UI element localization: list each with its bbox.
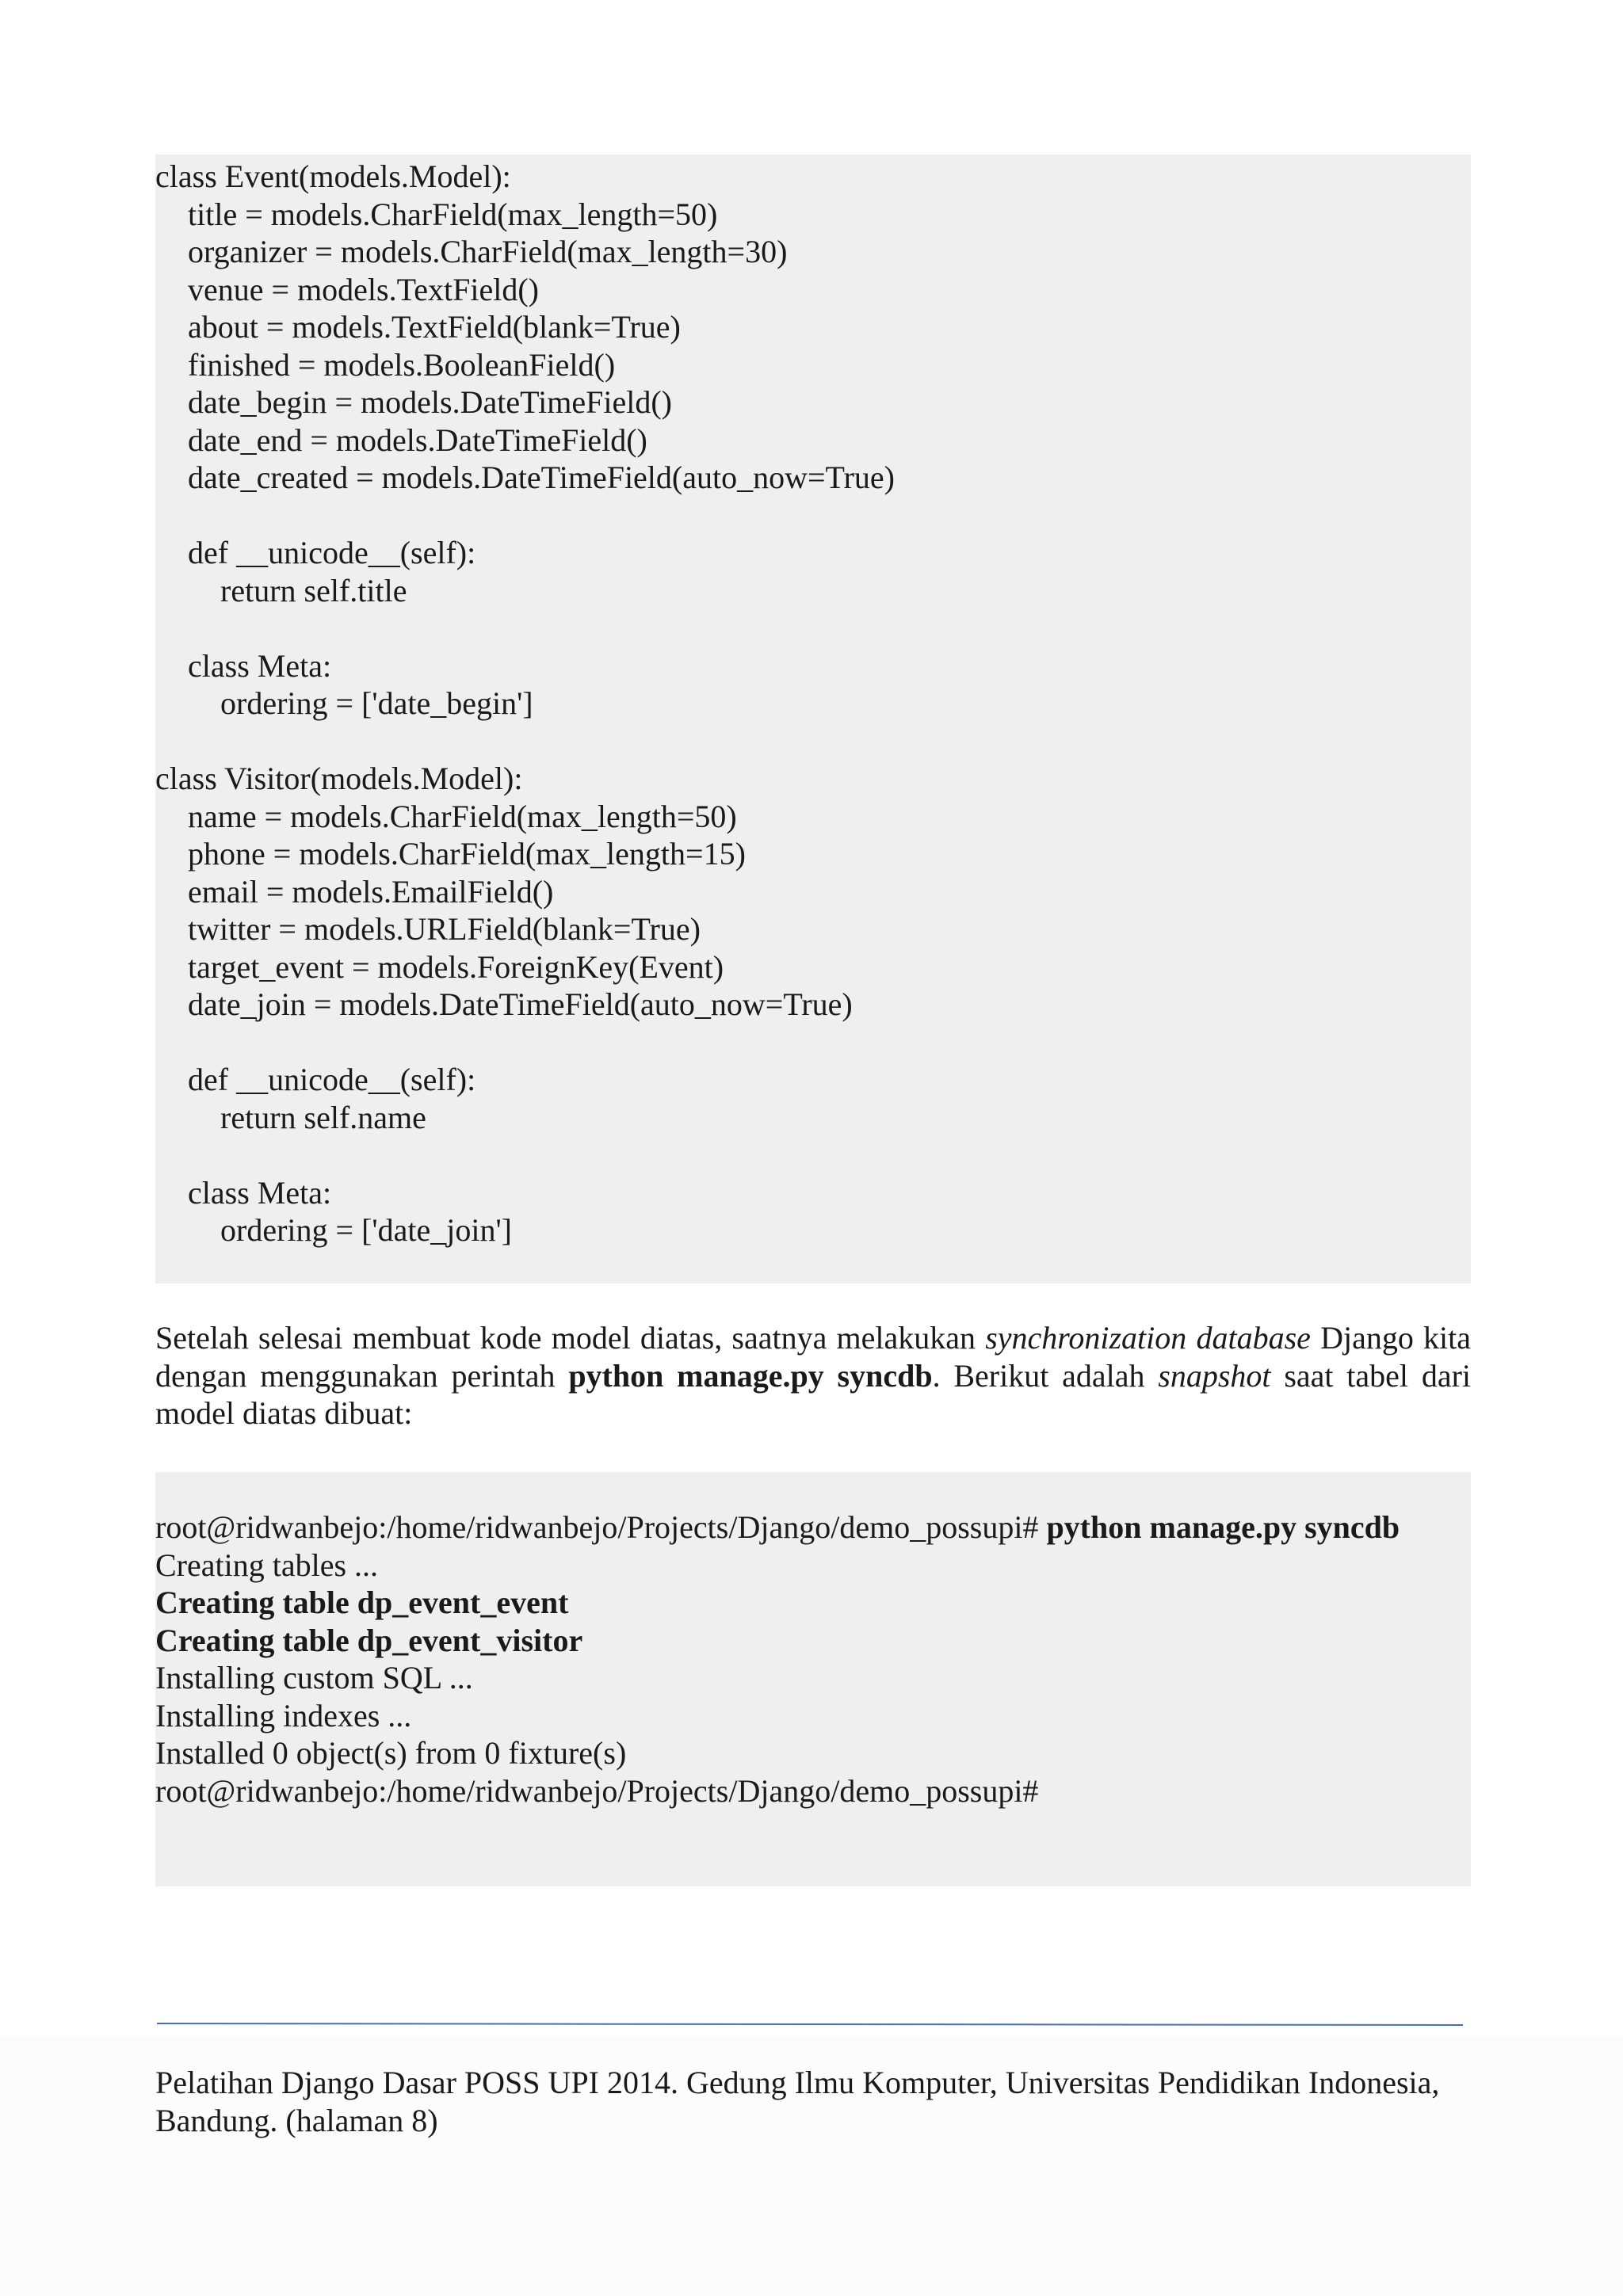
code-line: title = models.CharField(max_length=50) <box>188 196 718 232</box>
paragraph-text: Setelah selesai membuat kode model diatas, saatnya melakukan <box>155 1320 986 1356</box>
code-line: return self.title <box>220 572 407 608</box>
code-line <box>155 497 895 535</box>
terminal-command: python manage.py syncdb <box>1046 1509 1400 1545</box>
code-line <box>155 609 895 647</box>
terminal-prompt: root@ridwanbejo:/home/ridwanbejo/Projects/Django/demo_possupi# <box>155 1509 1047 1545</box>
code-line: date_join = models.DateTimeField(auto_now=True) <box>188 986 853 1022</box>
code-line: def __unicode__(self): <box>188 535 476 570</box>
code-line: date_end = models.DateTimeField() <box>188 421 647 458</box>
code-line: date_begin = models.DateTimeField() <box>188 384 672 420</box>
code-line: email = models.EmailField() <box>188 873 554 910</box>
code-line: def __unicode__(self): <box>188 1062 476 1097</box>
code-block-models <box>155 154 1471 1283</box>
code-line: class Visitor(models.Model): <box>155 761 523 796</box>
paragraph-command: python manage.py syncdb <box>568 1357 933 1394</box>
code-line: finished = models.BooleanField() <box>188 346 616 383</box>
terminal-line: Installed 0 object(s) from 0 fixture(s) <box>155 1735 627 1771</box>
terminal-line: Creating table dp_event_visitor <box>155 1622 583 1658</box>
code-line: date_created = models.DateTimeField(auto_now=True) <box>188 460 895 495</box>
footer-text: Pelatihan Django Dasar POSS UPI 2014. Gedung Ilmu Komputer, Universitas Pendidikan Indonesia, Bandung. (halaman 8) <box>155 2065 1440 2138</box>
code-line: twitter = models.URLField(blank=True) <box>188 911 701 947</box>
paragraph-text: Django kita dengan menggunakan perintah <box>155 1320 1472 1394</box>
code-line: phone = models.CharField(max_length=15) <box>188 836 746 871</box>
terminal-output-block <box>155 1472 1471 1886</box>
code-line: class Event(models.Model): <box>155 158 511 194</box>
code-line: organizer = models.CharField(max_length=30) <box>188 234 788 269</box>
code-line: about = models.TextField(blank=True) <box>188 309 681 345</box>
code-line: name = models.CharField(max_length=50) <box>188 798 737 834</box>
terminal-line: Creating table dp_event_event <box>155 1585 569 1620</box>
code-line: ordering = ['date_join'] <box>220 1212 512 1248</box>
terminal-command-line <box>155 1508 1400 1547</box>
terminal-line: Installing custom SQL ... <box>155 1660 473 1695</box>
code-lines <box>155 158 895 1249</box>
terminal-line: Creating tables ... <box>155 1547 379 1583</box>
code-line: venue = models.TextField() <box>188 271 539 307</box>
paragraph-italic-term: synchronization database <box>985 1320 1311 1356</box>
intro-paragraph <box>155 1319 1471 1432</box>
code-line: class Meta: <box>188 647 332 684</box>
terminal-lines <box>155 1508 1400 1810</box>
paragraph-text: saat tabel dari model diatas dibuat: <box>155 1357 1472 1431</box>
code-line <box>155 1136 895 1174</box>
code-line: return self.name <box>220 1099 426 1135</box>
code-line: ordering = ['date_begin'] <box>220 685 533 721</box>
code-line <box>155 1024 895 1062</box>
code-line <box>155 723 895 761</box>
code-line: class Meta: <box>188 1174 332 1211</box>
paragraph-text: . Berikut adalah <box>932 1357 1159 1394</box>
footer-divider <box>157 2023 1463 2026</box>
terminal-line: root@ridwanbejo:/home/ridwanbejo/Projects/Django/demo_possupi# <box>155 1772 1039 1809</box>
code-line: target_event = models.ForeignKey(Event) <box>188 948 724 985</box>
terminal-line: Installing indexes ... <box>155 1697 412 1733</box>
paragraph-italic-term: snapshot <box>1158 1357 1271 1394</box>
